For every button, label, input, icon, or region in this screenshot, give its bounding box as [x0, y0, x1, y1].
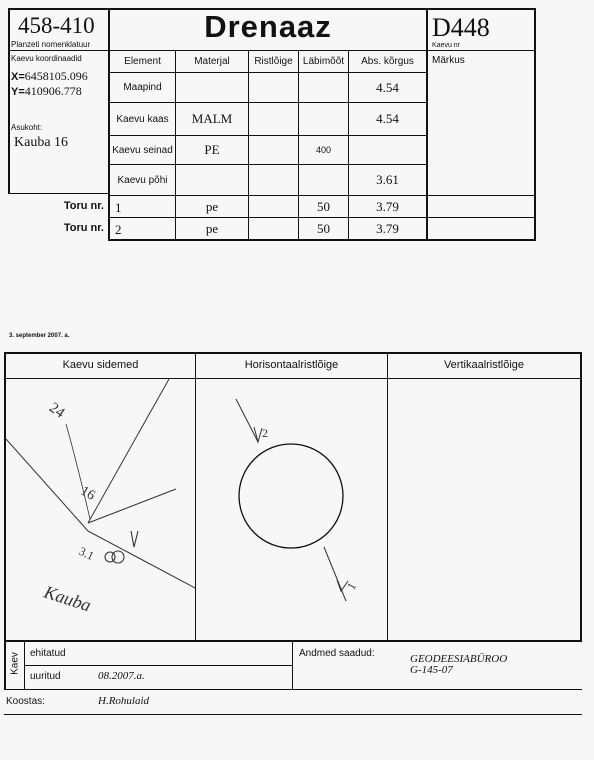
panel-title-ties: Kaevu sidemed: [62, 359, 139, 371]
row-material: [176, 73, 248, 102]
well-caption: Kaevu nr: [432, 42, 461, 49]
surveyed-label: uuritud: [30, 671, 61, 682]
row-height: 3.61: [376, 172, 399, 187]
row-material: PE: [204, 142, 220, 157]
surveyed-value: 08.2007.a.: [98, 670, 145, 682]
pipe-diameter: 50: [317, 198, 330, 214]
street-label: Kauba: [41, 581, 94, 616]
sheet-caption: Planzeti nomenklatuur: [11, 40, 91, 49]
side-label: Kaev: [9, 652, 21, 675]
tie-line: [66, 424, 90, 519]
tie-label: 3.1: [76, 543, 97, 563]
horizontal-sketch: [196, 379, 387, 640]
tie-label: 16: [77, 483, 98, 504]
built-label: ehitatud: [30, 648, 66, 659]
panel-title-horizontal: Horisontaalristlõige: [244, 359, 339, 371]
y-label: Y=: [11, 86, 25, 98]
pipe-number: 1: [115, 200, 122, 215]
column-header-notes: Märkus: [432, 55, 465, 66]
sheet-number: 458-410: [18, 13, 95, 38]
pipe-line: [324, 547, 346, 601]
pipe-material: pe: [205, 198, 219, 214]
coords-label: Kaevu koordinaadid: [11, 54, 82, 63]
well-outline-circle: [239, 444, 343, 548]
location-label: Asukoht:: [11, 123, 43, 132]
tie-label: 24: [45, 399, 68, 422]
column-header-height: Abs. kõrgus: [361, 56, 414, 67]
column-header-cross-section: Ristlõige: [254, 56, 293, 67]
row-element: Kaevu kaas: [116, 113, 169, 125]
well-symbol-icon: [105, 552, 115, 562]
well-symbol-icon: [112, 551, 124, 563]
row-material: MALM: [191, 111, 233, 126]
row-diameter: 400: [315, 145, 332, 155]
row-element: Maapind: [123, 82, 162, 93]
pen-mark: [131, 531, 138, 547]
author-value: H.Rohulaid: [98, 695, 150, 707]
pipe-diameter: 50: [317, 220, 330, 236]
row-height: 4.54: [376, 79, 399, 95]
pipe-number: 2: [115, 222, 122, 237]
pipe-height: 3.79: [376, 198, 399, 214]
arrow-icon: [254, 427, 262, 442]
author-label: Koostas:: [6, 696, 45, 707]
y-coordinate: [11, 84, 82, 99]
pipe-label: 1: [343, 580, 360, 593]
data-source-label: Andmed saadud:: [299, 648, 375, 659]
pipe-line: [236, 399, 258, 442]
street-edge-line: [6, 439, 88, 531]
x-value: 6458105.096: [24, 69, 88, 83]
column-header-material: Materjal: [194, 56, 230, 67]
street-edge-line: [88, 531, 195, 589]
x-label: X=: [11, 71, 25, 83]
row-height: 4.54: [376, 111, 399, 126]
date-note: 3. september 2007. a.: [9, 333, 70, 339]
y-value: 410906.778: [24, 84, 82, 98]
pipe-height: 3.79: [376, 220, 399, 236]
row-element: Kaevu põhi: [117, 174, 168, 186]
pipe-label: Toru nr.: [63, 222, 104, 234]
pipe-material: pe: [205, 220, 219, 236]
data-source-value: GEODEESIABÜROO: [410, 653, 508, 665]
column-header-element: Element: [124, 56, 161, 67]
pipe-label: 2: [262, 426, 268, 440]
building-edge-line: [88, 379, 169, 523]
pipe-label: Toru nr.: [63, 200, 104, 212]
ties-sketch: [6, 379, 195, 640]
well-number: D448: [432, 13, 490, 42]
column-header-diameter: Läbimõõt: [302, 56, 345, 67]
page-title: Drenaaz: [204, 9, 332, 44]
panel-title-vertical: Vertikaalristlõige: [443, 359, 525, 371]
row-element: Kaevu seinad: [112, 144, 173, 156]
x-coordinate: [11, 69, 88, 84]
location-value: Kauba 16: [14, 135, 69, 150]
building-edge-line: [88, 489, 176, 523]
data-source-code: G-145-07: [410, 664, 453, 676]
